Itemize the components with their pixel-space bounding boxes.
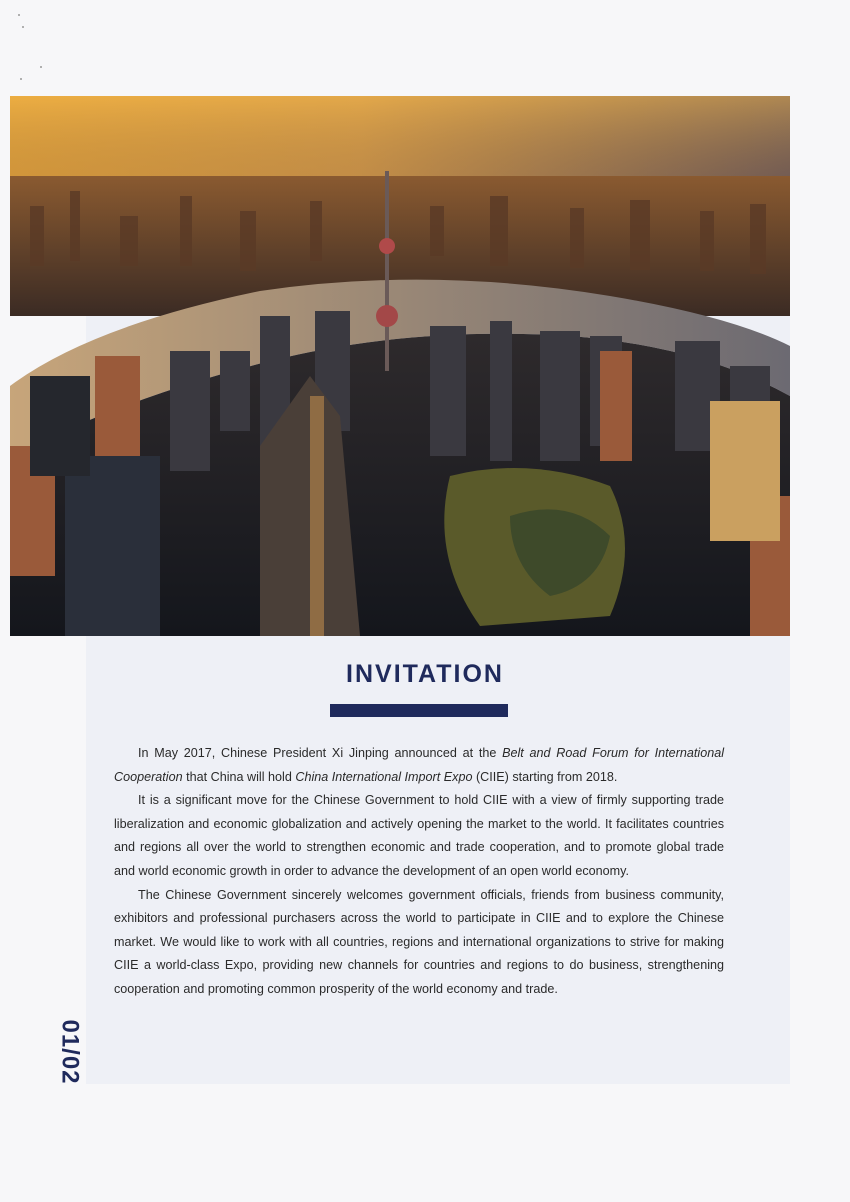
hero-photo bbox=[10, 96, 790, 636]
invitation-title: INVITATION bbox=[346, 660, 504, 688]
shanghai-skyline-photo bbox=[10, 96, 790, 636]
invitation-body bbox=[114, 742, 724, 1002]
paragraph-1: In May 2017, Chinese President Xi Jinping announced at the Belt and Road Forum for International Cooperation that China will hold China International Import Expo (CIIE) starting from 2018. bbox=[114, 746, 724, 784]
page-number-label: 01/02 bbox=[57, 1019, 84, 1085]
expo-name: China International Import Expo bbox=[295, 769, 473, 784]
paragraph-2: It is a significant move for the Chinese Government to hold CIIE with a view of firmly supporting trade liberalization and economic globalization and actively opening the market to the world. It facilitates countries and regions all over the world to strengthen economic and trade cooperation, and to promote global trade and world economic growth in order to advance the development of an open world economy. bbox=[114, 793, 724, 878]
page-number bbox=[50, 1012, 90, 1092]
title-underline bbox=[330, 704, 508, 717]
forum-name: Belt and Road Forum for International Cooperation bbox=[114, 746, 724, 784]
paragraph-3: The Chinese Government sincerely welcomes government officials, friends from business community, exhibitors and professional purchasers across the world to participate in CIIE and to explore the Chinese market. We would like to work with all countries, regions and international organizations to strive for making CIIE a world-class Expo, providing new channels for countries and regions to do business, strengthening cooperation and promoting common prosperity of the world economy and trade. bbox=[114, 887, 724, 996]
